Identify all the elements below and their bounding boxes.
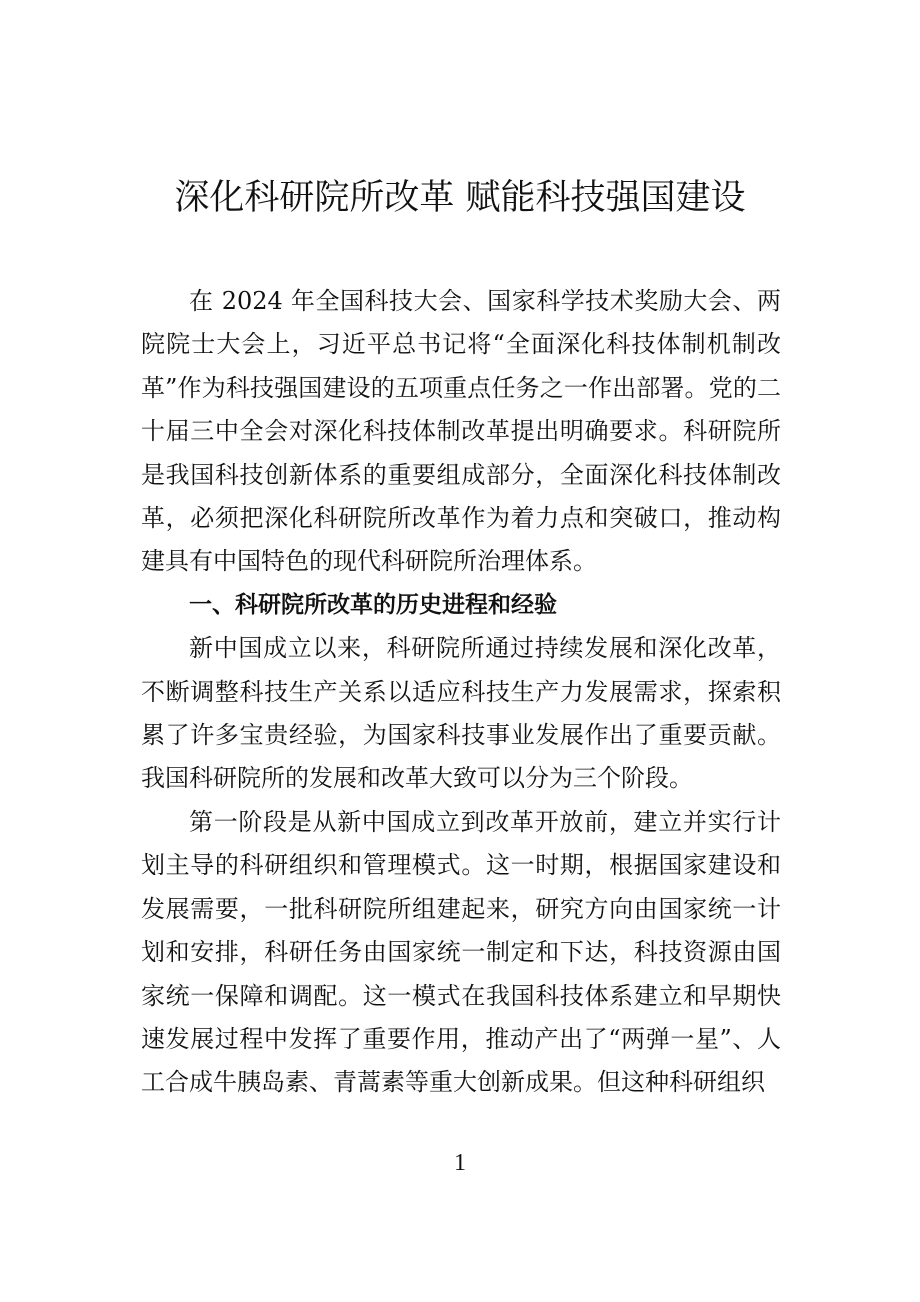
first-stage-paragraph: 第一阶段是从新中国成立到改革开放前，建立并实行计划主导的科研组织和管理模式。这一时期，根据国家建设和发展需要，一批科研院所组建起来，研究方向由国家统一计划和安排，科研任务由国家统一制定和下达，科技资源由国家统一保障和调配。这一模式在我国科技体系建立和早期快速发展过程中发挥了重要作用，推动产出了“两弹一星”、人工合成牛胰岛素、青蒿素等重大创新成果。但这种科研组织 — [141, 807, 781, 1097]
history-overview-paragraph: 新中国成立以来，科研院所通过持续发展和深化改革，不断调整科技生产关系以适应科技生产力发展需求，探索积累了许多宝贵经验，为国家科技事业发展作出了重要贡献。我国科研院所的发展和改革大致可以分为三个阶段。 — [141, 634, 781, 793]
page-number: 1 — [454, 1150, 466, 1176]
document-body — [141, 280, 781, 1105]
intro-paragraph: 在 2024 年全国科技大会、国家科学技术奖励大会、两院院士大会上，习近平总书记将“全面深化科技体制机制改革”作为科技强国建设的五项重点任务之一作出部署。党的二十届三中全会对深化科技体制改革提出明确要求。科研院所是我国科技创新体系的重要组成部分，全面深化科技体制改革，必须把深化科研院所改革作为着力点和突破口，推动构建具有中国特色的现代科研院所治理体系。 — [141, 287, 781, 576]
document-title: 深化科研院所改革 赋能科技强国建设 — [174, 178, 746, 218]
section-heading: 一、科研院所改革的历史进程和经验 — [189, 591, 557, 618]
